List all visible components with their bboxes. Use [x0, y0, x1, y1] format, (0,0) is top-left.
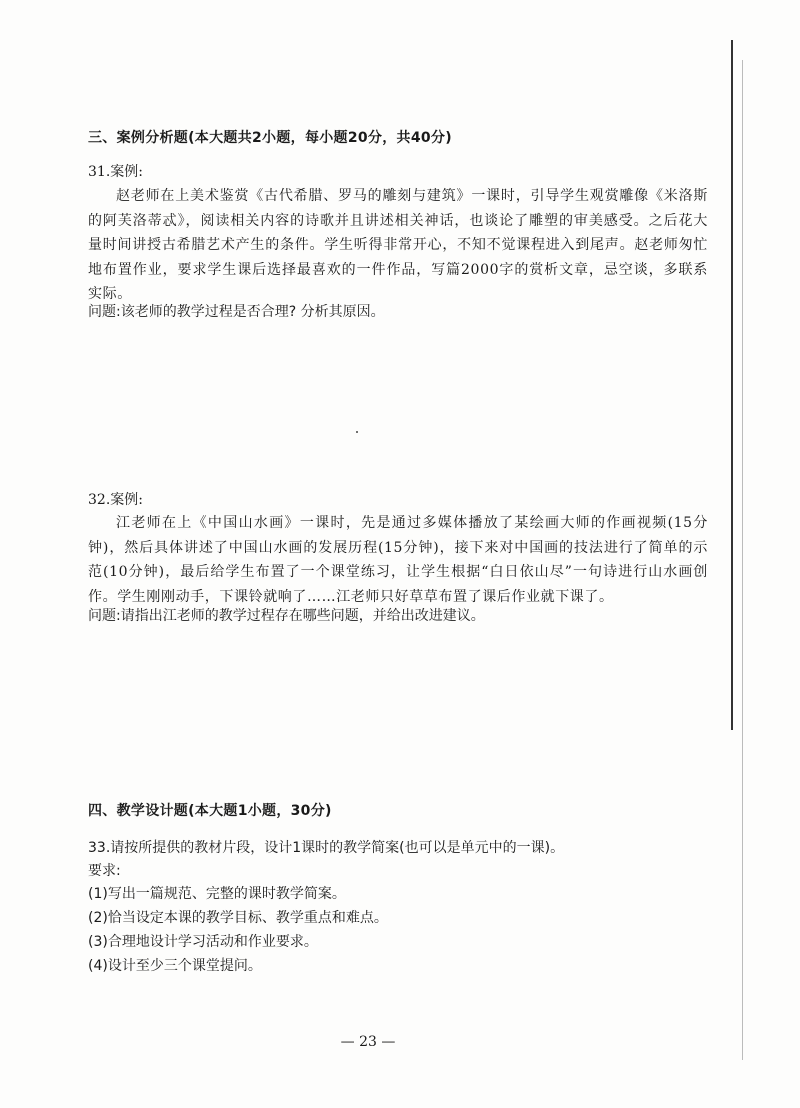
scan-speck — [356, 431, 358, 433]
q33-requirements-label: 要求: — [88, 863, 121, 879]
requirement-item: (2)恰当设定本课的教学目标、教学重点和难点。 — [88, 910, 388, 926]
page-number: — 23 — — [340, 1034, 396, 1050]
q32-number: 32.案例: — [88, 492, 143, 508]
requirement-item: (1)写出一篇规范、完整的课时教学简案。 — [88, 886, 346, 902]
q32-question: 问题:请指出江老师的教学过程存在哪些问题，并给出改进建议。 — [88, 608, 485, 624]
section-3-heading: 三、案例分析题(本大题共2小题，每小题20分，共40分) — [88, 130, 452, 146]
q31-number: 31.案例: — [88, 164, 143, 180]
q32-case-text: 江老师在上《中国山水画》一课时，先是通过多媒体播放了某绘画大师的作画视频(15分钟)，然后具体讲述了中国山水画的发展历程(15分钟)，接下来对中国画的技法进行了简单的示范(10分钟)，最后给学生布置了一个课堂练习，让学生根据“白日依山尽”一句诗进行山水画创作。学生刚刚动手，下课铃就响了……江老师只好草草布置了课后作业就下课了。 — [88, 515, 708, 605]
q33-requirements-list — [88, 882, 708, 978]
requirement-item: (4)设计至少三个课堂提问。 — [88, 958, 262, 974]
requirement-item: (3)合理地设计学习活动和作业要求。 — [88, 934, 318, 950]
q31-case-text: 赵老师在上美术鉴赏《古代希腊、罗马的雕刻与建筑》一课时，引导学生观赏雕像《米洛斯的阿芙洛蒂忒》，阅读相关内容的诗歌并且讲述相关神话，也谈论了雕塑的审美感受。之后花大量时间讲授古希腊艺术产生的条件。学生听得非常开心，不知不觉课程进入到尾声。赵老师匆忙地布置作业，要求学生课后选择最喜欢的一件作品，写篇2000字的赏析文章，忌空谈，多联系实际。 — [88, 188, 708, 302]
section-4-heading: 四、教学设计题(本大题1小题，30分) — [88, 803, 332, 819]
binding-edge-line-thin — [742, 60, 743, 1060]
q33-prompt: 33.请按所提供的教材片段，设计1课时的教学简案(也可以是单元中的一课)。 — [88, 840, 565, 856]
binding-edge-line — [731, 40, 733, 730]
q31-question: 问题:该老师的教学过程是否合理? 分析其原因。 — [88, 304, 385, 320]
